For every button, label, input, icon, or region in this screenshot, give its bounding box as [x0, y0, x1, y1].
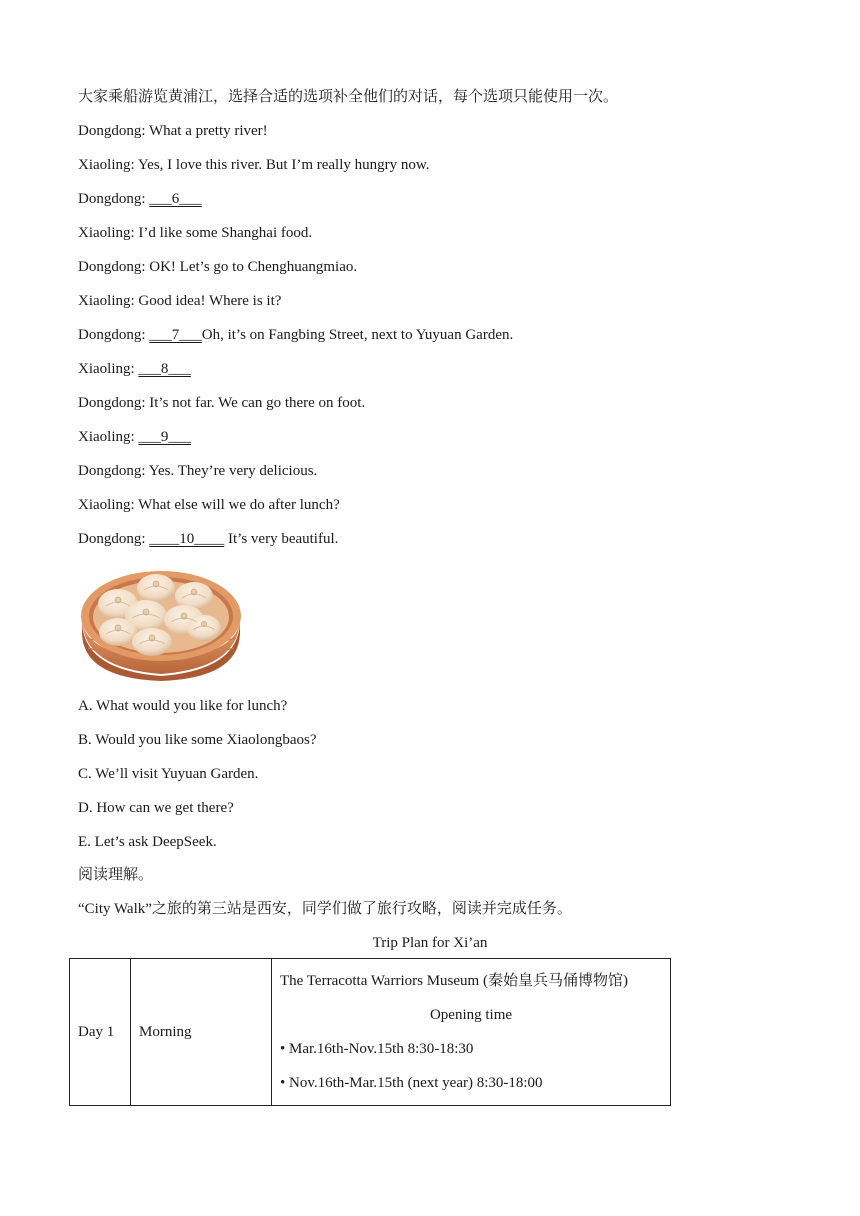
place-name: The Terracotta Warriors Museum (秦始皇兵马俑博物馆): [280, 973, 628, 989]
speaker-prefix: Dongdong:: [78, 531, 150, 547]
speaker-prefix: Dongdong:: [78, 191, 150, 207]
dialogue-line-4: Xiaoling: I’d like some Shanghai food.: [78, 225, 313, 241]
opening-time-label: Opening time: [429, 1007, 513, 1023]
line-suffix: Oh, it’s on Fangbing Street, next to Yuyuan Garden.: [201, 327, 514, 343]
option-d: D. How can we get there?: [78, 800, 234, 816]
answer-blank-7[interactable]: ___7___: [149, 327, 202, 343]
opening-period-1: • Mar.16th-Nov.15th 8:30-18:30: [280, 1041, 474, 1057]
dialogue-line-2: Xiaoling: Yes, I love this river. But I’m really hungry now.: [78, 157, 430, 173]
option-a: A. What would you like for lunch?: [78, 698, 288, 714]
table-row: [70, 959, 671, 1106]
dialogue-line-8: [78, 360, 191, 378]
trip-plan-table: [69, 958, 671, 1106]
option-e: E. Let’s ask DeepSeek.: [78, 834, 217, 850]
dialogue-line-7: [78, 326, 513, 344]
opening-period-2: • Nov.16th-Mar.15th (next year) 8:30-18:00: [280, 1075, 543, 1091]
dialogue-line-11: Dongdong: Yes. They’re very delicious.: [78, 463, 318, 479]
dialogue-line-12: Xiaoling: What else will we do after lunch?: [78, 497, 340, 513]
dialogue-line-9: Dongdong: It’s not far. We can go there on foot.: [78, 395, 366, 411]
dialogue-line-10: [78, 428, 191, 446]
answer-blank-8[interactable]: ___8___: [138, 361, 191, 377]
day-cell: Day 1: [70, 959, 131, 1106]
dialogue-line-3: [78, 190, 202, 208]
time-cell: Morning: [131, 959, 272, 1106]
option-c: C. We’ll visit Yuyuan Garden.: [78, 766, 259, 782]
xiaolongbao-steamer-illustration: [76, 558, 246, 682]
instruction-text: 大家乘船游览黄浦江，选择合适的选项补全他们的对话，每个选项只能使用一次。: [78, 89, 619, 105]
speaker-prefix: Xiaoling:: [78, 361, 139, 377]
answer-blank-9[interactable]: ___9___: [138, 429, 191, 445]
dialogue-line-5: Dongdong: OK! Let’s go to Chenghuangmiao.: [78, 259, 358, 275]
dialogue-line-13: [78, 530, 338, 548]
answer-blank-10[interactable]: ____10____: [149, 531, 225, 547]
reading-intro: “City Walk”之旅的第三站是西安，同学们做了旅行攻略，阅读并完成任务。: [78, 901, 572, 917]
details-cell: [272, 959, 671, 1106]
option-b: B. Would you like some Xiaolongbaos?: [78, 732, 317, 748]
reading-heading: 阅读理解。: [78, 867, 154, 883]
dialogue-line-1: Dongdong: What a pretty river!: [78, 123, 268, 139]
speaker-prefix: Xiaoling:: [78, 429, 139, 445]
table-title: Trip Plan for Xi’an: [372, 935, 488, 951]
speaker-prefix: Dongdong:: [78, 327, 150, 343]
answer-blank-6[interactable]: ___6___: [149, 191, 202, 207]
dialogue-line-6: Xiaoling: Good idea! Where is it?: [78, 293, 282, 309]
line-suffix: It’s very beautiful.: [224, 531, 339, 547]
